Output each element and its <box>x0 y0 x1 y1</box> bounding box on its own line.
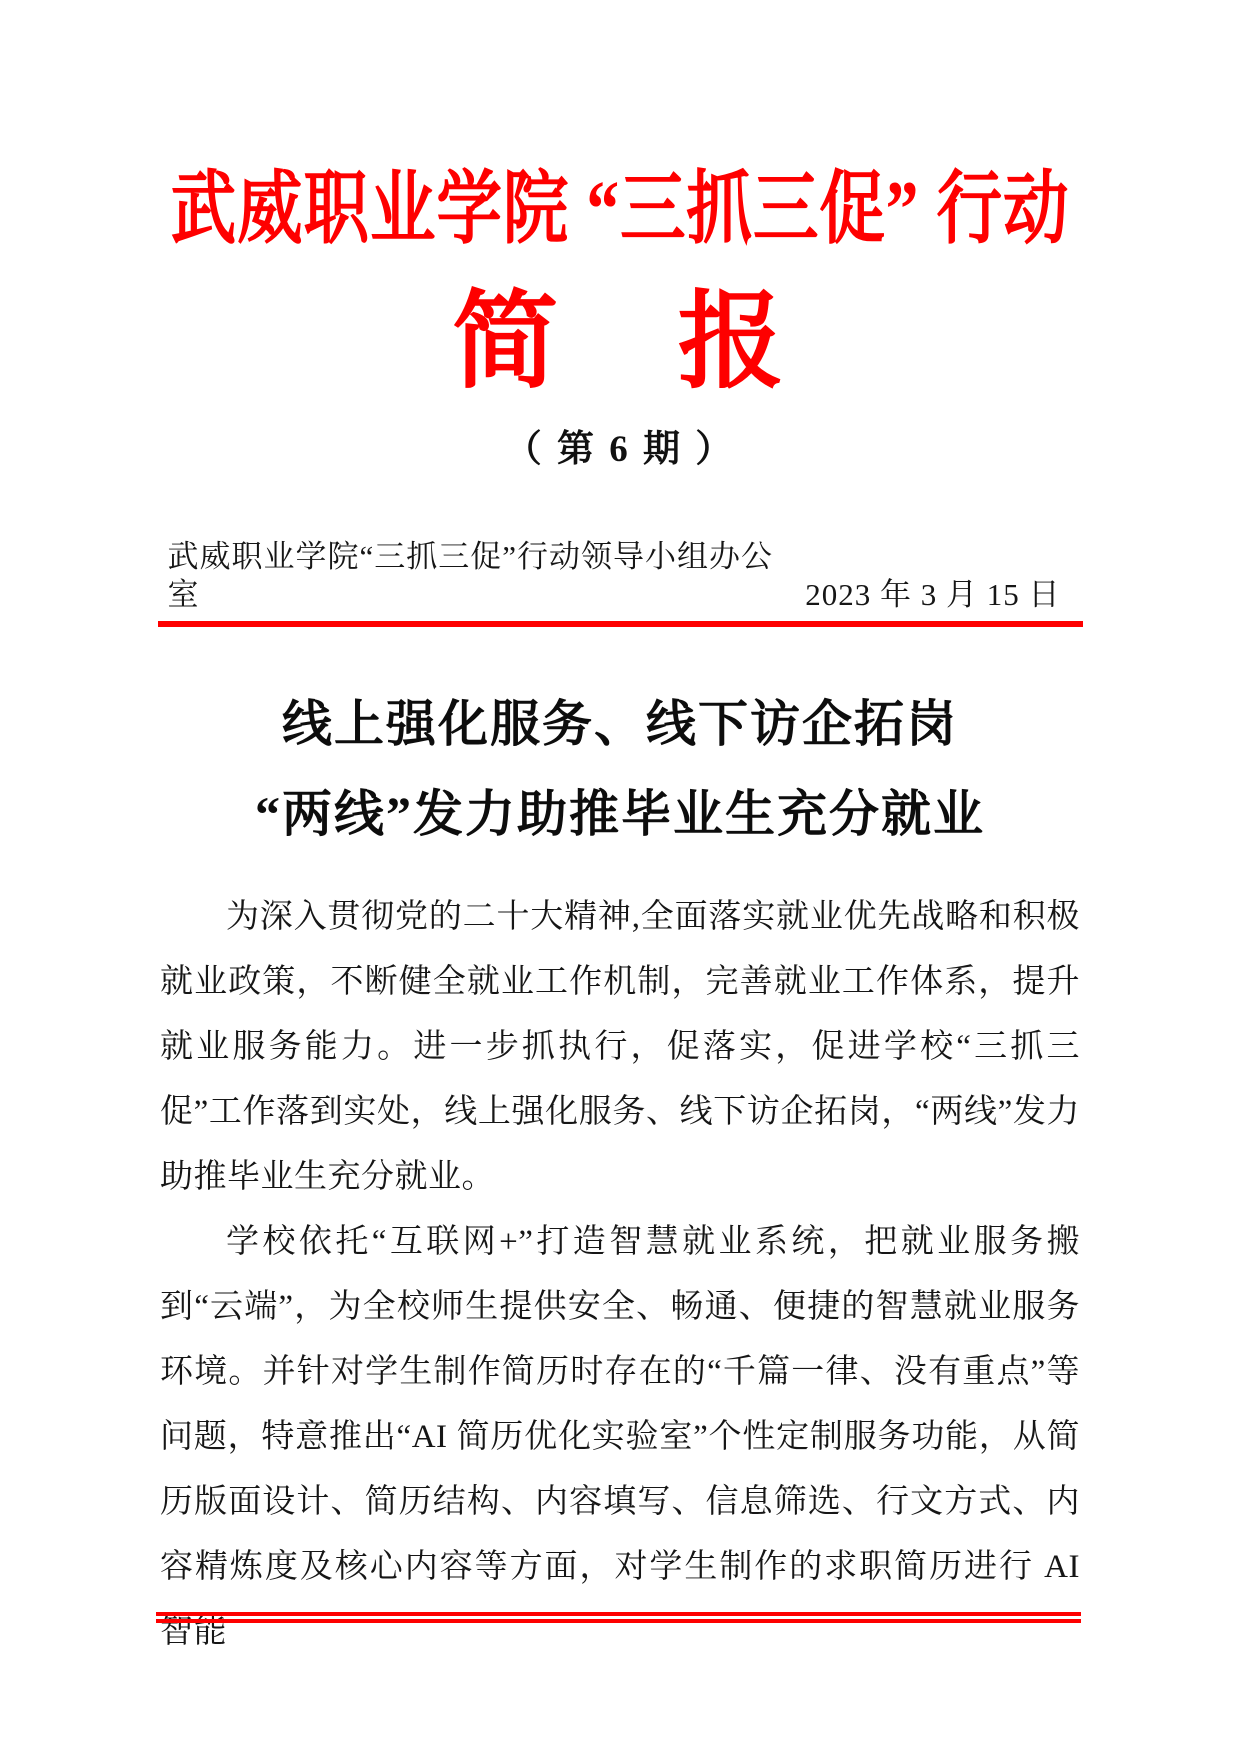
issue-date: 2023 年 3 月 15 日 <box>805 576 1061 612</box>
masthead-org-action-title: 武威职业学院 “三抓三促” 行动 <box>170 166 1070 254</box>
body-paragraph-1: 为深入贯彻党的二十大精神,全面落实就业优先战略和积极就业政策，不断健全就业工作机制，完善就业工作体系，提升就业服务能力。进一步抓执行，促落实，促进学校“三抓三促”工作落到实处，线上强化服务、线下访企拓岗，“两线”发力助推毕业生充分就业。 <box>160 898 1080 1195</box>
issuer-office: 武威职业学院“三抓三促”行动领导小组办公室 <box>167 539 774 612</box>
body-paragraph-2: 学校依托“互联网+”打造智慧就业系统，把就业服务搬到“云端”，为全校师生提供安全、畅通、便捷的智慧就业服务环境。并针对学生制作简历时存在的“千篇一律、没有重点”等问题，特意推出“AI 简历优化实验室”个性定制服务功能，从简历版面设计、简历结构、内容填写、信息筛选、行文方式、内容精炼度及核心内容等方面，对学生制作的求职简历进行 AI 智能 <box>160 1223 1080 1650</box>
masthead <box>0 0 1240 472</box>
masthead-bulletin-name: 简 报 <box>452 284 788 401</box>
article <box>160 679 1080 1665</box>
article-title <box>160 679 1080 859</box>
article-title-line-2: “两线”发力助推毕业生充分就业 <box>255 785 985 842</box>
issue-number: （ 第 6 期 ） <box>504 429 736 470</box>
footer-double-rule <box>156 1612 1081 1623</box>
article-body <box>160 885 1080 1665</box>
article-title-line-1: 线上强化服务、线下访企拓岗 <box>282 695 958 752</box>
issuer-date-row <box>158 538 1083 626</box>
